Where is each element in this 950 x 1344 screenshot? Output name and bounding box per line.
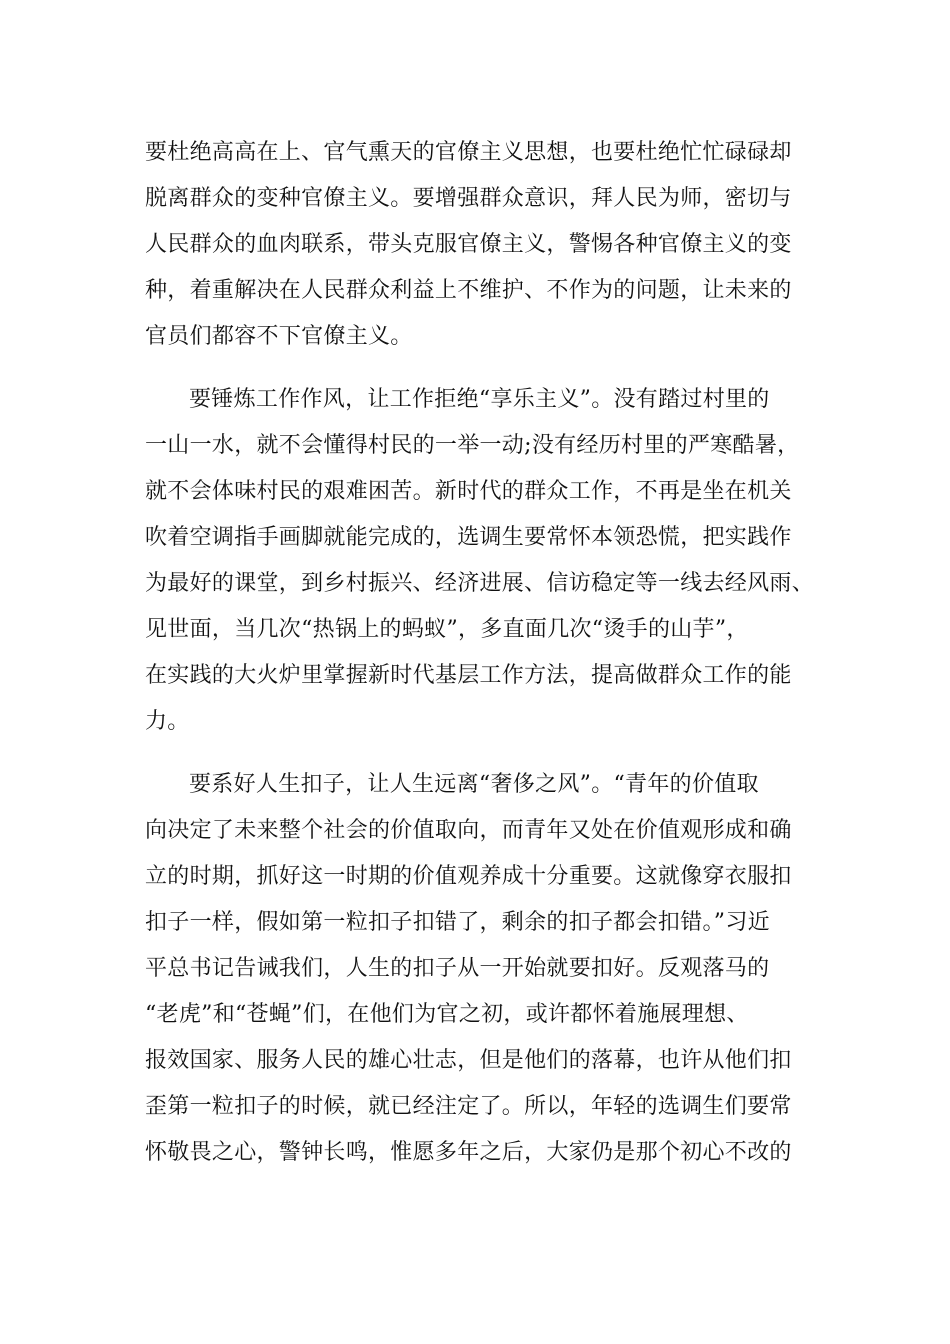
- paragraph-1-line-4: 种，着重解决在人民群众利益上不维护、不作为的问题，让未来的: [145, 278, 792, 303]
- paragraph-3-line-8: 歪第一粒扣子的时候，就已经注定了。所以，年轻的选调生们要常: [145, 1094, 792, 1119]
- paragraph-2-line-4: 吹着空调指手画脚就能完成的，选调生要常怀本领恐慌，把实践作: [145, 525, 792, 550]
- paragraph-2-line-5: 为最好的课堂，到乡村振兴、经济进展、信访稳定等一线去经风雨、: [145, 571, 815, 596]
- paragraph-2-line-1: 要锤炼工作作风，让工作拒绝“享乐主义”。没有踏过村里的: [189, 387, 770, 412]
- paragraph-3-line-9: 怀敬畏之心，警钟长鸣，惟愿多年之后，大家仍是那个初心不改的: [145, 1140, 792, 1165]
- paragraph-2-line-8: 力。: [145, 709, 190, 734]
- paragraph-3-line-2: 向决定了未来整个社会的价值取向，而青年又处在价值观形成和确: [145, 818, 792, 843]
- paragraph-3-line-7: 报效国家、服务人民的雄心壮志，但是他们的落幕，也许从他们扣: [145, 1048, 792, 1073]
- paragraph-1-line-2: 脱离群众的变种官僚主义。要增强群众意识，拜人民为师，密切与: [145, 186, 792, 211]
- paragraph-1-line-3: 人民群众的血肉联系，带头克服官僚主义，警惕各种官僚主义的变: [145, 232, 792, 257]
- paragraph-2-line-2: 一山一水，就不会懂得村民的一举一动;没有经历村里的严寒酷暑，: [145, 433, 800, 458]
- paragraph-1-line-1: 要杜绝高高在上、官气熏天的官僚主义思想，也要杜绝忙忙碌碌却: [145, 140, 792, 165]
- paragraph-1-line-5: 官员们都容不下官僚主义。: [145, 324, 413, 349]
- paragraph-2-line-7: 在实践的大火炉里掌握新时代基层工作方法，提高做群众工作的能: [145, 663, 792, 688]
- paragraph-2-line-6: 见世面，当几次“热锅上的蚂蚁”，多直面几次“烫手的山芋”，: [145, 617, 749, 642]
- paragraph-3-line-6: “老虎”和“苍蝇”们，在他们为官之初，或许都怀着施展理想、: [145, 1002, 749, 1027]
- paragraph-3-line-3: 立的时期，抓好这一时期的价值观养成十分重要。这就像穿衣服扣: [145, 864, 792, 889]
- paragraph-3-line-4: 扣子一样，假如第一粒扣子扣错了，剩余的扣子都会扣错。”习近: [145, 910, 770, 935]
- paragraph-3-line-1: 要系好人生扣子，让人生远离“奢侈之风”。“青年的价值取: [189, 772, 759, 797]
- paragraph-3-line-5: 平总书记告诫我们，人生的扣子从一开始就要扣好。反观落马的: [145, 956, 770, 981]
- paragraph-2-line-3: 就不会体味村民的艰难困苦。新时代的群众工作，不再是坐在机关: [145, 479, 792, 504]
